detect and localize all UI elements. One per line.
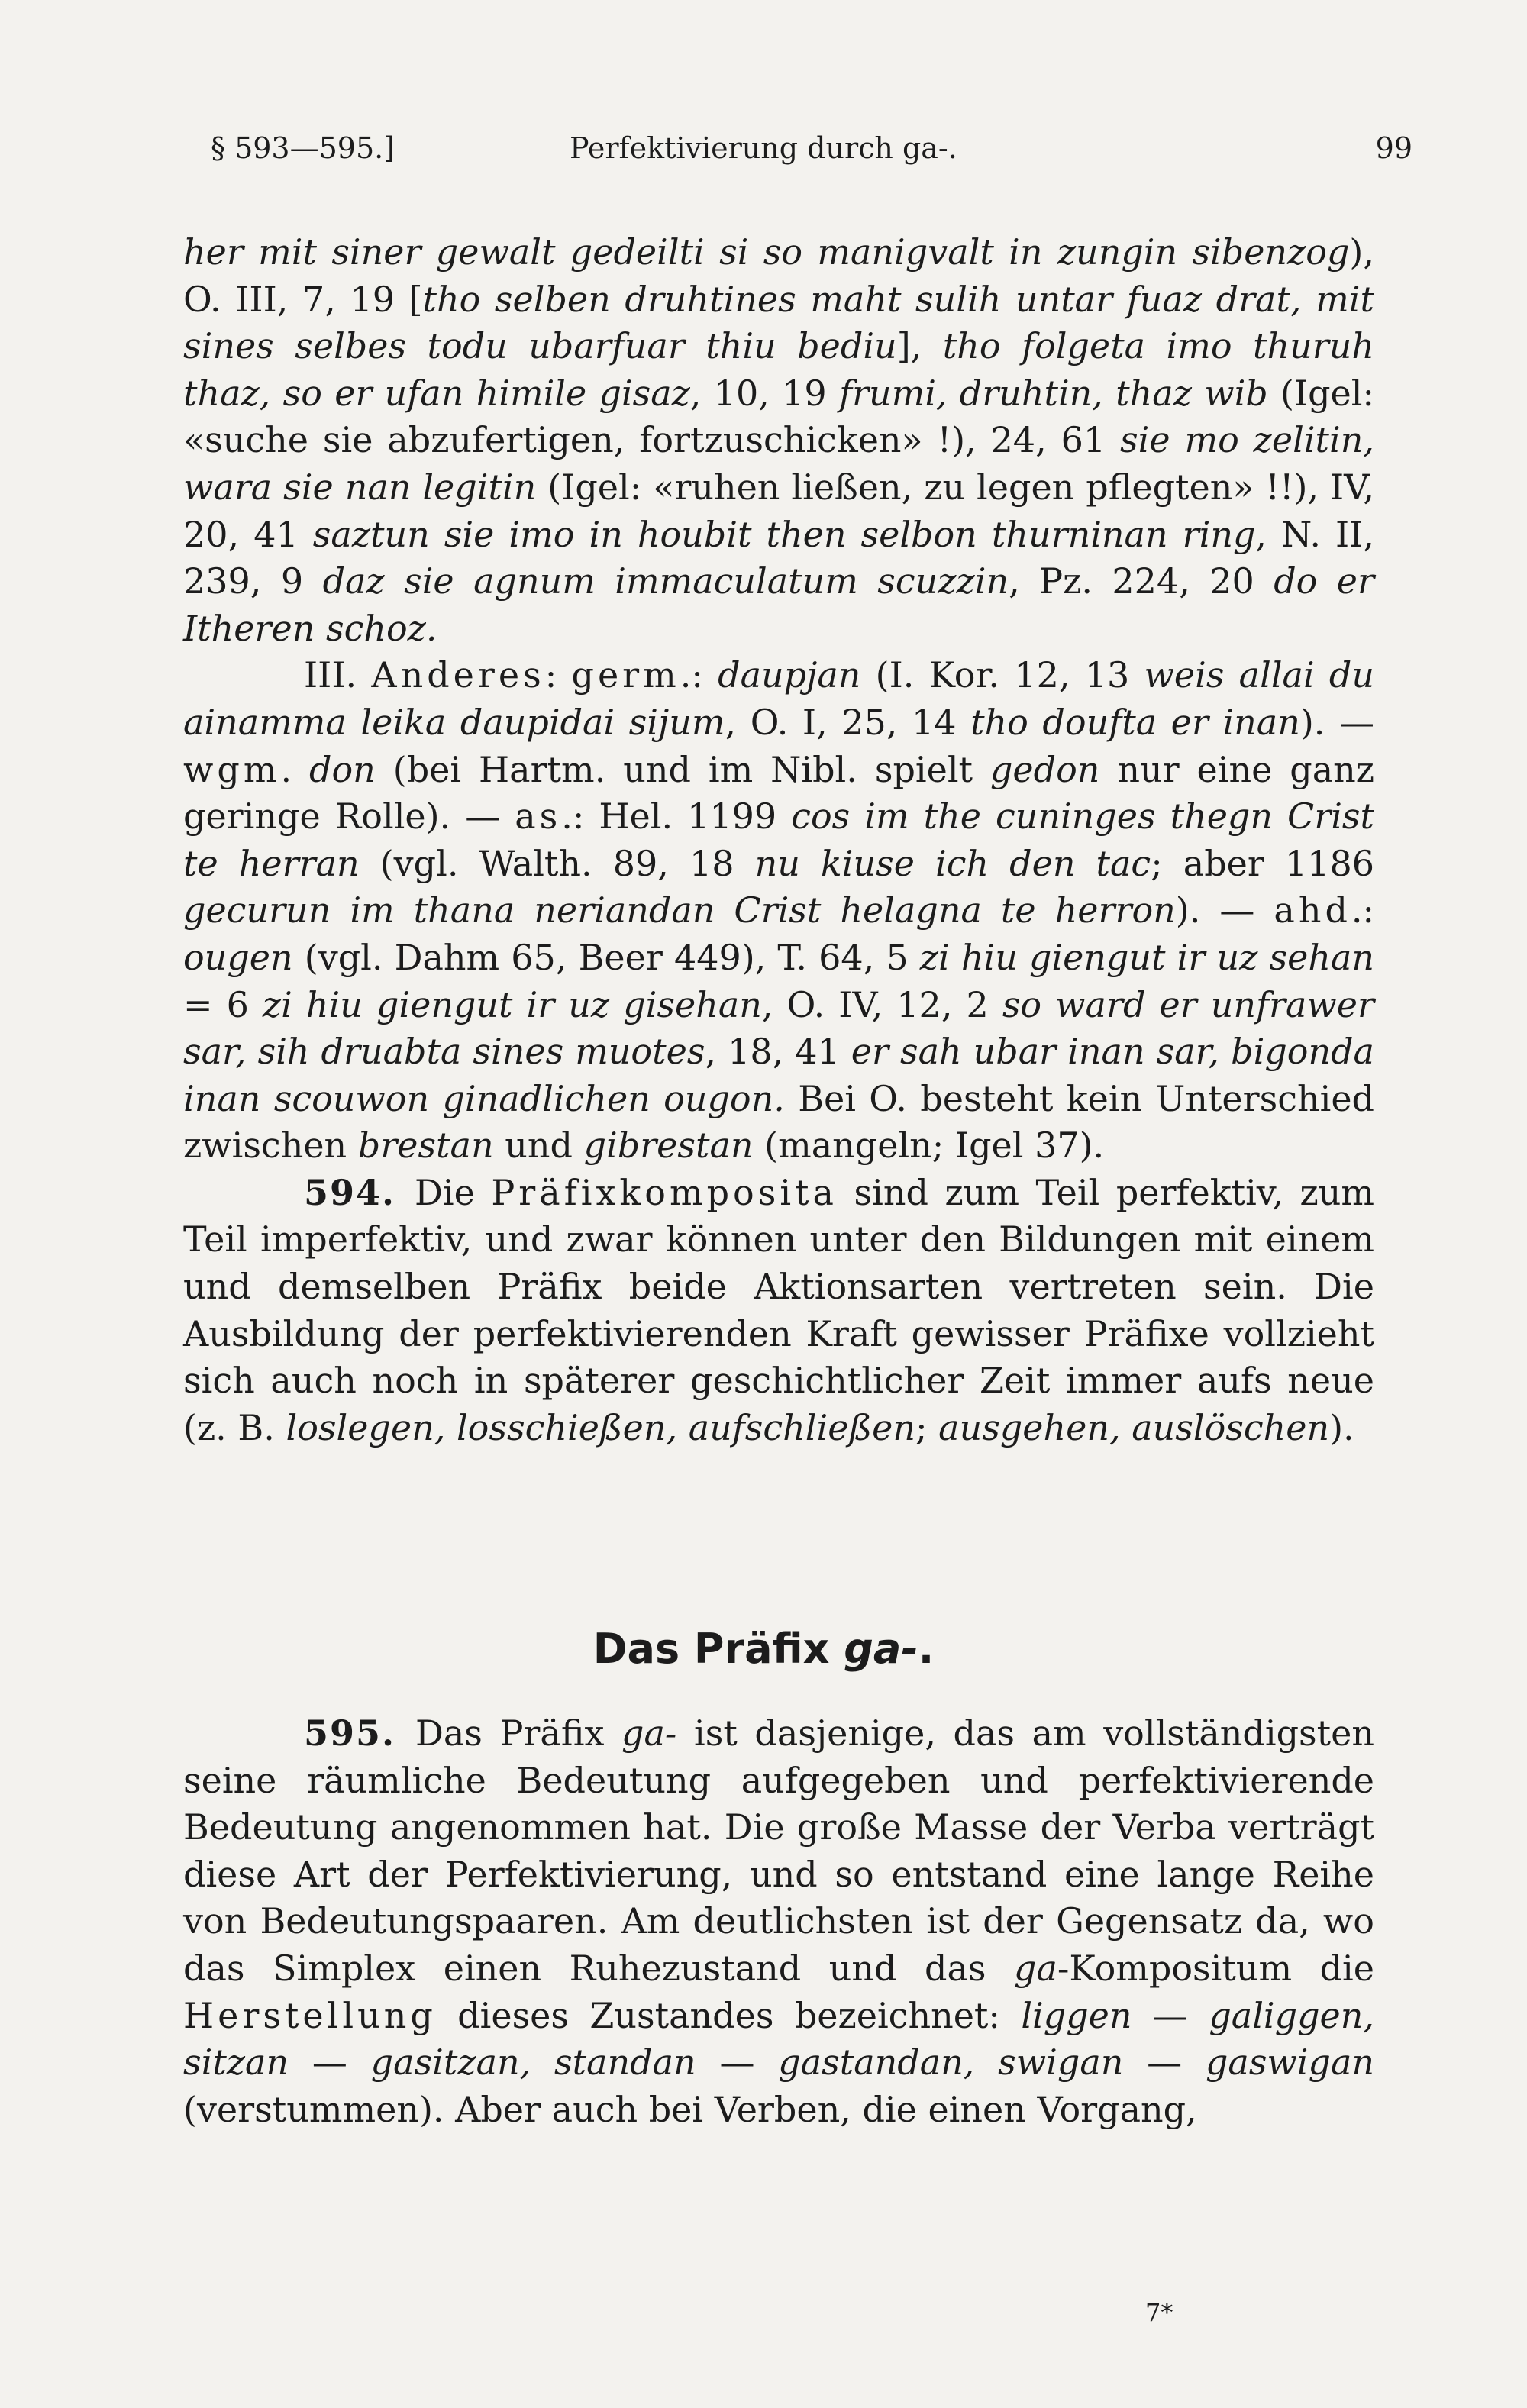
section-reference: § 593—595.] [211, 131, 395, 165]
heading-suffix: . [918, 1625, 935, 1673]
text-run: (bei Hartm. und im Nibl. spielt [375, 748, 990, 790]
text-run: ), O. III, 7, 19 [ [183, 231, 1374, 320]
spaced-term: Herstellung [183, 1994, 437, 2036]
section-heading [0, 1625, 1527, 1673]
paragraph-594 [183, 1170, 1374, 1452]
quoted-text: frumi, druhtin, thaz wib [838, 372, 1268, 414]
quoted-text: don [309, 748, 376, 790]
heading-italic: ga- [844, 1625, 918, 1673]
quoted-text: gibrestan [583, 1125, 754, 1167]
quoted-text: gaswigan [1205, 2042, 1375, 2084]
quoted-text: galiggen, sitzan [183, 1994, 1375, 2084]
text-run: III. [304, 654, 372, 696]
quoted-text: so ward er unfrawer sar, sih druabta sines muotes [183, 983, 1374, 1073]
paragraph-number: 594. [304, 1171, 415, 1213]
text-run: , O. I, 25, 14 [725, 701, 971, 743]
text-run: dieses Zustandes bezeichnet: [436, 1994, 1022, 2036]
page-number: 99 [1375, 131, 1412, 165]
quoted-text: ougen [183, 936, 293, 978]
text-run: Bei O. besteht kein Unterschied zwischen [183, 1077, 1374, 1167]
text-run: und [493, 1125, 584, 1167]
text-run: , O. IV, 12, 2 [761, 983, 1002, 1025]
text-run: Die [414, 1171, 492, 1213]
text-run: .: [680, 654, 718, 696]
text-run: ). — [1299, 701, 1374, 743]
quoted-text: gastandan, swigan [778, 2042, 1124, 2084]
spaced-term: as [515, 796, 562, 838]
quoted-text: nu kiuse ich den tac [754, 842, 1151, 884]
quoted-text: daz sie agnum immaculatum scuzzin [322, 560, 1009, 602]
text-run: ; [915, 1406, 939, 1448]
quoted-text: ga [1014, 1947, 1057, 1989]
paragraph-continued [183, 229, 1374, 652]
quoted-text: ga- [621, 1712, 677, 1754]
text-run: , N. II, 239, 9 [183, 513, 1375, 602]
paragraph-595 [183, 1710, 1374, 2133]
text-run: ). — [1175, 889, 1274, 931]
text-run: , Pz. 224, 20 [1009, 560, 1274, 602]
text-run: (vgl. Dahm 65, Beer 449), T. 64, 5 [292, 936, 920, 978]
quoted-text: brestan [357, 1125, 494, 1167]
quoted-text: her mit siner gewalt gedeilti si so manigvalt in zungin sibenzog [183, 231, 1350, 273]
text-run: = 6 [183, 983, 263, 1025]
quoted-text: tho doufta er inan [970, 701, 1300, 743]
text-block-lower [183, 1710, 1374, 2133]
text-run: (vgl. Walth. 89, 18 [359, 842, 755, 884]
paragraph-number: 595. [304, 1712, 415, 1754]
quoted-text: gecurun im thana neriandan Crist helagna te herron [183, 889, 1176, 931]
spaced-term: ahd [1274, 889, 1351, 931]
text-run: (mangeln; Igel 37). [753, 1125, 1105, 1167]
quoted-text: cos im the cuninges thegn Crist te herran [183, 796, 1374, 884]
text-run: ], [896, 325, 943, 367]
text-run: (Igel: «ruhen ließen, zu legen pflegten» !!), IV, 20, 41 [183, 466, 1374, 555]
text-run: Das Präfix [415, 1712, 622, 1754]
text-run: , 10, 19 [689, 372, 839, 414]
quoted-text: liggen [1021, 1994, 1132, 2036]
text-run: (I. Kor. 12, 13 [860, 654, 1144, 696]
heading-prefix: Das Präfix [592, 1625, 844, 1673]
quoted-text: tho selben druhtines maht sulih untar fuaz drat, mit sines selbes todu ubarfuar thiu bediu [183, 278, 1374, 367]
text-run: — [696, 2042, 779, 2084]
running-title: Perfektivierung durch ga-. [570, 131, 957, 165]
text-run: ist dasjenige, das am vollständigsten seine räumliche Bedeutung aufgegeben und perfektivierende Bedeutung angenommen hat. Die große Masse der Verba verträgt diese Art der Perfektivierung, und so entstand eine lange Reihe von Bedeutungspaaren. Am deutlichsten ist der Gegensatz da, wo das Simplex einen Ruhezustand und das [183, 1712, 1374, 1989]
quoted-text: tho folgeta imo thuruh thaz, so er ufan himile gisaz [183, 325, 1374, 414]
signature-mark: 7* [1145, 2298, 1173, 2327]
text-run: .: Hel. 1199 [561, 796, 792, 838]
text-run: — [289, 2042, 371, 2084]
quoted-text: daupjan [718, 654, 861, 696]
text-run: : [544, 654, 572, 696]
paragraph-iii-anderes [183, 652, 1374, 1170]
quoted-text: zi hiu giengut ir uz gisehan [262, 983, 762, 1025]
text-run: , 18, 41 [705, 1031, 851, 1073]
quoted-text: zi hiu giengut ir uz sehan [919, 936, 1374, 978]
quoted-text: saztun sie imo in houbit then selbon thurninan ring [312, 513, 1256, 555]
spaced-term: wgm [183, 748, 281, 790]
text-run: (verstummen). Aber auch bei Verben, die einen Vorgang, [183, 2088, 1197, 2130]
text-run: . [280, 748, 310, 790]
text-block-upper [183, 229, 1374, 1451]
quoted-text: gasitzan, standan [370, 2042, 696, 2084]
spaced-term: Anderes [371, 654, 545, 696]
quoted-text: ausgehen, auslöschen [938, 1406, 1330, 1448]
text-run: .: [1351, 889, 1375, 931]
spaced-term: germ [571, 654, 680, 696]
quoted-text: sie mo zelitin, wara sie nan legitin [183, 419, 1374, 508]
running-header [211, 131, 1412, 185]
quoted-text: gedon [989, 748, 1100, 790]
text-run: ; aber 1186 [1151, 842, 1374, 884]
text-run: nur eine ganz geringe Rolle). — [183, 748, 1374, 838]
text-run: ). [1329, 1406, 1354, 1448]
quoted-text: er sah ubar inan sar, bigonda inan scouwon ginadlichen ougon. [183, 1031, 1374, 1119]
spaced-term: Präfixkomposita [491, 1171, 838, 1213]
quoted-text: weis allai du ainamma leika daupidai sijum [183, 654, 1374, 743]
text-run: (Igel: «suche sie abzufertigen, fortzuschicken» !), 24, 61 [183, 372, 1374, 461]
quoted-text: do er Itheren schoz. [183, 560, 1375, 649]
quoted-text: loslegen, losschießen, aufschließen [286, 1406, 916, 1448]
text-run: — [1123, 2042, 1206, 2084]
text-run: — [1132, 1994, 1209, 2036]
text-run: -Kompositum die [1057, 1947, 1374, 1989]
text-run: sind zum Teil perfektiv, zum Teil imperfektiv, und zwar können unter den Bildungen mit einem und demselben Präfix beide Aktionsarten vertreten sein. Die Ausbildung der perfektivierenden Kraft gewisser Präfixe vollzieht sich auch noch in späterer geschichtlicher Zeit immer aufs neue (z. B. [183, 1171, 1374, 1448]
